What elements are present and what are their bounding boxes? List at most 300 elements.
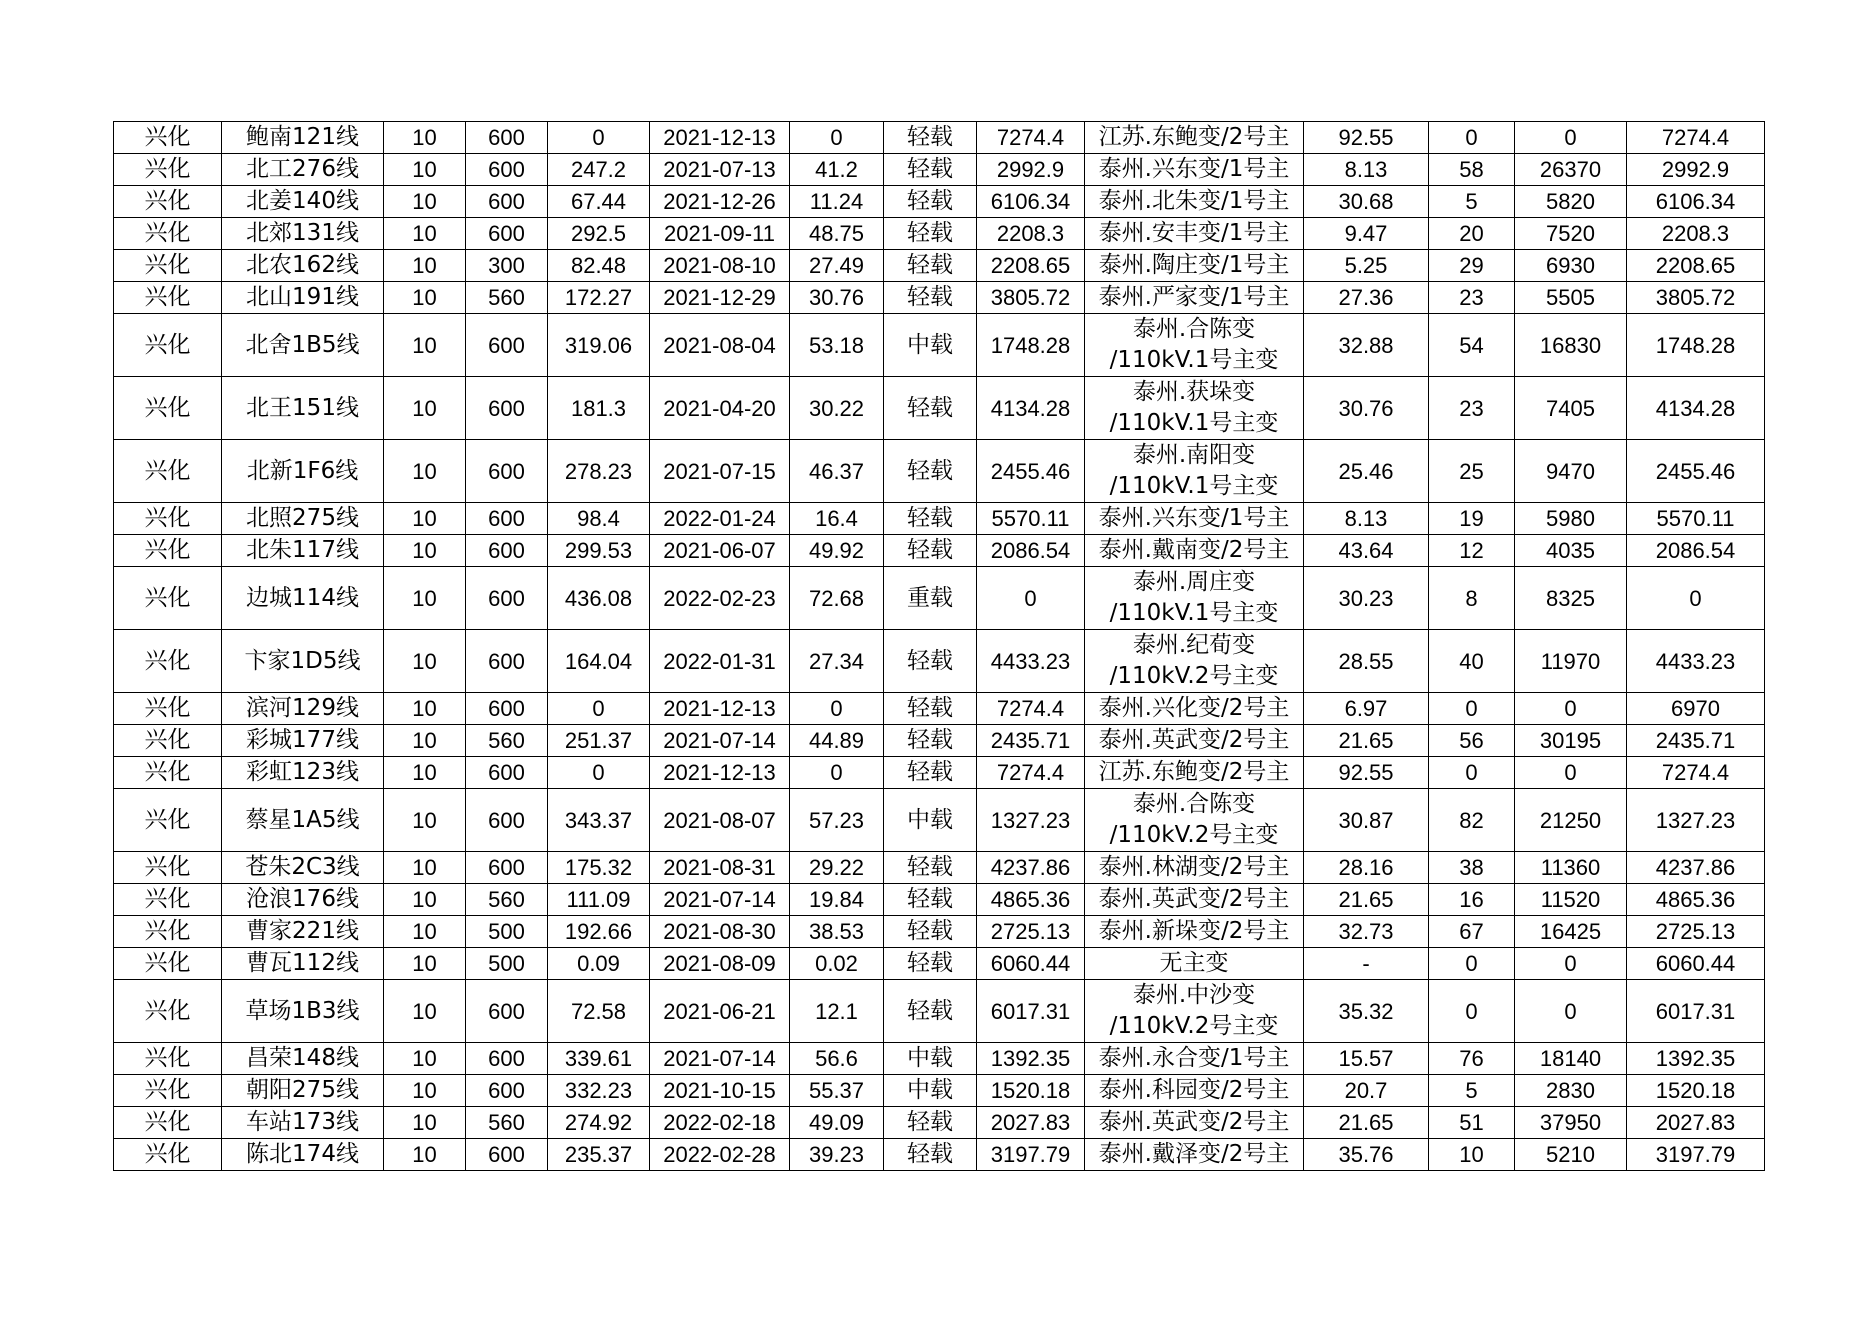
available-capacity-cell: 2086.54 [977,535,1085,567]
remaining-capacity-cell: 1748.28 [1627,314,1765,377]
region-cell: 兴化 [114,852,222,884]
line-name-cell: 彩虹123线 [222,757,384,789]
region-cell: 兴化 [114,154,222,186]
remaining-capacity-cell: 0 [1627,567,1765,630]
substation-load-rate-cell: 21.65 [1304,1107,1429,1139]
user-capacity-cell: 7405 [1515,377,1627,440]
substation-cell: 泰州.兴东变/1号主 [1085,154,1304,186]
capacity-cell: 600 [466,1075,548,1107]
count-cell: 5 [1429,186,1515,218]
date-cell: 2021-08-10 [650,250,790,282]
load-status-cell: 轻载 [884,725,977,757]
voltage-cell: 10 [384,218,466,250]
substation-cell [1085,630,1304,693]
user-capacity-cell: 11520 [1515,884,1627,916]
load-rate-cell: 12.1 [790,980,884,1043]
load-status-cell: 轻载 [884,282,977,314]
load-status-cell: 轻载 [884,852,977,884]
available-capacity-cell: 2208.65 [977,250,1085,282]
table-row [114,1139,1765,1171]
date-cell: 2022-02-18 [650,1107,790,1139]
voltage-cell: 10 [384,250,466,282]
capacity-cell: 560 [466,725,548,757]
region-cell: 兴化 [114,884,222,916]
date-cell: 2021-08-07 [650,789,790,852]
load-value-cell: 274.92 [548,1107,650,1139]
substation-cell: 泰州.戴泽变/2号主 [1085,1139,1304,1171]
date-cell: 2021-09-11 [650,218,790,250]
region-cell: 兴化 [114,377,222,440]
region-cell: 兴化 [114,1043,222,1075]
table-body [114,122,1765,1171]
load-rate-cell: 29.22 [790,852,884,884]
line-load-table [113,121,1765,1171]
table-row [114,314,1765,377]
substation-cell: 泰州.英武变/2号主 [1085,1107,1304,1139]
region-cell: 兴化 [114,186,222,218]
count-cell: 29 [1429,250,1515,282]
capacity-cell: 560 [466,282,548,314]
available-capacity-cell: 6060.44 [977,948,1085,980]
count-cell: 54 [1429,314,1515,377]
count-cell: 10 [1429,1139,1515,1171]
remaining-capacity-cell: 6017.31 [1627,980,1765,1043]
line-name-cell: 北山191线 [222,282,384,314]
load-rate-cell: 0 [790,693,884,725]
capacity-cell: 600 [466,218,548,250]
substation-load-rate-cell: 28.55 [1304,630,1429,693]
available-capacity-cell: 3197.79 [977,1139,1085,1171]
substation-cell: 泰州.英武变/2号主 [1085,725,1304,757]
substation-load-rate-cell: 32.88 [1304,314,1429,377]
line-name-cell: 苍朱2C3线 [222,852,384,884]
voltage-cell: 10 [384,1107,466,1139]
capacity-cell: 600 [466,1139,548,1171]
load-rate-cell: 0 [790,757,884,789]
capacity-cell: 600 [466,630,548,693]
remaining-capacity-cell: 4237.86 [1627,852,1765,884]
date-cell: 2021-08-09 [650,948,790,980]
capacity-cell: 600 [466,154,548,186]
load-value-cell: 332.23 [548,1075,650,1107]
load-status-cell: 轻载 [884,693,977,725]
table-row [114,440,1765,503]
voltage-cell: 10 [384,314,466,377]
load-value-cell: 67.44 [548,186,650,218]
user-capacity-cell: 5820 [1515,186,1627,218]
region-cell: 兴化 [114,1075,222,1107]
voltage-cell: 10 [384,916,466,948]
line-name-cell: 北新1F6线 [222,440,384,503]
load-value-cell: 278.23 [548,440,650,503]
user-capacity-cell: 16830 [1515,314,1627,377]
substation-load-rate-cell: - [1304,948,1429,980]
capacity-cell: 600 [466,186,548,218]
user-capacity-cell: 4035 [1515,535,1627,567]
voltage-cell: 10 [384,154,466,186]
load-rate-cell: 57.23 [790,789,884,852]
line-name-cell: 草场1B3线 [222,980,384,1043]
voltage-cell: 10 [384,122,466,154]
voltage-cell: 10 [384,535,466,567]
load-status-cell: 轻载 [884,1107,977,1139]
count-cell: 38 [1429,852,1515,884]
load-value-cell: 319.06 [548,314,650,377]
load-value-cell: 235.37 [548,1139,650,1171]
available-capacity-cell: 1392.35 [977,1043,1085,1075]
date-cell: 2021-07-14 [650,1043,790,1075]
table-row [114,282,1765,314]
remaining-capacity-cell: 1327.23 [1627,789,1765,852]
load-status-cell: 轻载 [884,916,977,948]
region-cell: 兴化 [114,980,222,1043]
load-status-cell: 中载 [884,789,977,852]
capacity-cell: 600 [466,377,548,440]
substation-cell: 泰州.陶庄变/1号主 [1085,250,1304,282]
line-name-cell: 曹瓦112线 [222,948,384,980]
capacity-cell: 560 [466,1107,548,1139]
line-name-cell: 曹家221线 [222,916,384,948]
line-name-cell: 陈北174线 [222,1139,384,1171]
count-cell: 0 [1429,693,1515,725]
count-cell: 51 [1429,1107,1515,1139]
user-capacity-cell: 5210 [1515,1139,1627,1171]
remaining-capacity-cell: 2992.9 [1627,154,1765,186]
voltage-cell: 10 [384,789,466,852]
load-value-cell: 436.08 [548,567,650,630]
substation-cell: 泰州.林湖变/2号主 [1085,852,1304,884]
load-value-cell: 0 [548,693,650,725]
substation-load-rate-cell: 32.73 [1304,916,1429,948]
available-capacity-cell: 4865.36 [977,884,1085,916]
substation-cell [1085,314,1304,377]
capacity-cell: 600 [466,693,548,725]
load-rate-cell: 0 [790,122,884,154]
date-cell: 2021-07-13 [650,154,790,186]
substation-load-rate-cell: 21.65 [1304,884,1429,916]
load-rate-cell: 30.22 [790,377,884,440]
substation-transformer: /110kV.1号主变 [1109,347,1279,373]
available-capacity-cell: 2455.46 [977,440,1085,503]
capacity-cell: 600 [466,503,548,535]
substation-load-rate-cell: 35.76 [1304,1139,1429,1171]
load-status-cell: 轻载 [884,757,977,789]
table-row [114,250,1765,282]
load-rate-cell: 11.24 [790,186,884,218]
substation-cell: 泰州.英武变/2号主 [1085,884,1304,916]
date-cell: 2021-12-26 [650,186,790,218]
substation-cell: 泰州.北朱变/1号主 [1085,186,1304,218]
user-capacity-cell: 30195 [1515,725,1627,757]
count-cell: 58 [1429,154,1515,186]
table-row [114,1043,1765,1075]
date-cell: 2021-04-20 [650,377,790,440]
user-capacity-cell: 16425 [1515,916,1627,948]
date-cell: 2021-07-15 [650,440,790,503]
line-name-cell: 北郊131线 [222,218,384,250]
load-value-cell: 98.4 [548,503,650,535]
table-row [114,1075,1765,1107]
voltage-cell: 10 [384,186,466,218]
table-row [114,980,1765,1043]
line-name-cell: 北照275线 [222,503,384,535]
available-capacity-cell: 2725.13 [977,916,1085,948]
load-value-cell: 343.37 [548,789,650,852]
count-cell: 40 [1429,630,1515,693]
user-capacity-cell: 18140 [1515,1043,1627,1075]
line-name-cell: 鲍南121线 [222,122,384,154]
substation-name: 泰州.周庄变 [1132,569,1256,595]
load-value-cell: 175.32 [548,852,650,884]
available-capacity-cell: 3805.72 [977,282,1085,314]
remaining-capacity-cell: 2208.65 [1627,250,1765,282]
substation-load-rate-cell: 92.55 [1304,122,1429,154]
remaining-capacity-cell: 2725.13 [1627,916,1765,948]
line-name-cell: 北舍1B5线 [222,314,384,377]
capacity-cell: 500 [466,948,548,980]
capacity-cell: 600 [466,980,548,1043]
substation-cell: 无主变 [1085,948,1304,980]
user-capacity-cell: 9470 [1515,440,1627,503]
capacity-cell: 600 [466,314,548,377]
date-cell: 2021-07-14 [650,884,790,916]
count-cell: 76 [1429,1043,1515,1075]
substation-cell: 泰州.新垛变/2号主 [1085,916,1304,948]
available-capacity-cell: 2208.3 [977,218,1085,250]
date-cell: 2022-02-23 [650,567,790,630]
capacity-cell: 600 [466,852,548,884]
substation-name: 泰州.获垛变 [1132,379,1256,405]
date-cell: 2022-01-31 [650,630,790,693]
available-capacity-cell: 7274.4 [977,122,1085,154]
region-cell: 兴化 [114,282,222,314]
count-cell: 67 [1429,916,1515,948]
line-name-cell: 彩城177线 [222,725,384,757]
line-name-cell: 北姜140线 [222,186,384,218]
region-cell: 兴化 [114,503,222,535]
load-rate-cell: 46.37 [790,440,884,503]
count-cell: 19 [1429,503,1515,535]
date-cell: 2021-06-21 [650,980,790,1043]
date-cell: 2022-01-24 [650,503,790,535]
count-cell: 0 [1429,757,1515,789]
date-cell: 2021-10-15 [650,1075,790,1107]
user-capacity-cell: 5980 [1515,503,1627,535]
table-row [114,693,1765,725]
line-name-cell: 北工276线 [222,154,384,186]
date-cell: 2022-02-28 [650,1139,790,1171]
load-rate-cell: 56.6 [790,1043,884,1075]
table-row [114,122,1765,154]
substation-cell: 江苏.东鲍变/2号主 [1085,757,1304,789]
table-row [114,757,1765,789]
user-capacity-cell: 11970 [1515,630,1627,693]
region-cell: 兴化 [114,218,222,250]
load-status-cell: 轻载 [884,980,977,1043]
substation-load-rate-cell: 92.55 [1304,757,1429,789]
load-status-cell: 中载 [884,1043,977,1075]
load-rate-cell: 41.2 [790,154,884,186]
voltage-cell: 10 [384,1075,466,1107]
load-value-cell: 0 [548,122,650,154]
table-row [114,852,1765,884]
substation-cell [1085,789,1304,852]
remaining-capacity-cell: 2027.83 [1627,1107,1765,1139]
table-row [114,725,1765,757]
load-rate-cell: 49.92 [790,535,884,567]
remaining-capacity-cell: 4433.23 [1627,630,1765,693]
region-cell: 兴化 [114,1107,222,1139]
load-value-cell: 72.58 [548,980,650,1043]
capacity-cell: 600 [466,440,548,503]
table-row [114,1107,1765,1139]
region-cell: 兴化 [114,948,222,980]
substation-cell [1085,377,1304,440]
remaining-capacity-cell: 6060.44 [1627,948,1765,980]
table-row [114,186,1765,218]
voltage-cell: 10 [384,282,466,314]
line-name-cell: 边城114线 [222,567,384,630]
remaining-capacity-cell: 6970 [1627,693,1765,725]
load-status-cell: 轻载 [884,377,977,440]
load-status-cell: 轻载 [884,630,977,693]
available-capacity-cell: 6106.34 [977,186,1085,218]
remaining-capacity-cell: 5570.11 [1627,503,1765,535]
region-cell: 兴化 [114,916,222,948]
voltage-cell: 10 [384,980,466,1043]
line-name-cell: 滨河129线 [222,693,384,725]
load-status-cell: 轻载 [884,1139,977,1171]
user-capacity-cell: 5505 [1515,282,1627,314]
remaining-capacity-cell: 1392.35 [1627,1043,1765,1075]
capacity-cell: 300 [466,250,548,282]
remaining-capacity-cell: 3197.79 [1627,1139,1765,1171]
capacity-cell: 600 [466,789,548,852]
line-name-cell: 沧浪176线 [222,884,384,916]
count-cell: 0 [1429,980,1515,1043]
capacity-cell: 600 [466,757,548,789]
table-row [114,503,1765,535]
count-cell: 0 [1429,122,1515,154]
available-capacity-cell: 2992.9 [977,154,1085,186]
capacity-cell: 600 [466,1043,548,1075]
date-cell: 2021-12-13 [650,122,790,154]
line-name-cell: 卞家1D5线 [222,630,384,693]
substation-load-rate-cell: 30.87 [1304,789,1429,852]
line-name-cell: 朝阳275线 [222,1075,384,1107]
load-rate-cell: 30.76 [790,282,884,314]
available-capacity-cell: 5570.11 [977,503,1085,535]
region-cell: 兴化 [114,314,222,377]
load-status-cell: 轻载 [884,218,977,250]
remaining-capacity-cell: 7274.4 [1627,757,1765,789]
remaining-capacity-cell: 2435.71 [1627,725,1765,757]
region-cell: 兴化 [114,567,222,630]
available-capacity-cell: 0 [977,567,1085,630]
region-cell: 兴化 [114,789,222,852]
load-status-cell: 轻载 [884,250,977,282]
load-value-cell: 192.66 [548,916,650,948]
voltage-cell: 10 [384,567,466,630]
load-value-cell: 181.3 [548,377,650,440]
date-cell: 2021-08-31 [650,852,790,884]
load-status-cell: 轻载 [884,535,977,567]
load-status-cell: 轻载 [884,948,977,980]
count-cell: 25 [1429,440,1515,503]
count-cell: 20 [1429,218,1515,250]
user-capacity-cell: 21250 [1515,789,1627,852]
available-capacity-cell: 2027.83 [977,1107,1085,1139]
load-rate-cell: 53.18 [790,314,884,377]
load-rate-cell: 16.4 [790,503,884,535]
table-row [114,567,1765,630]
voltage-cell: 10 [384,440,466,503]
capacity-cell: 560 [466,884,548,916]
available-capacity-cell: 1327.23 [977,789,1085,852]
available-capacity-cell: 6017.31 [977,980,1085,1043]
remaining-capacity-cell: 7274.4 [1627,122,1765,154]
date-cell: 2021-12-29 [650,282,790,314]
count-cell: 82 [1429,789,1515,852]
substation-cell [1085,980,1304,1043]
remaining-capacity-cell: 4865.36 [1627,884,1765,916]
substation-cell: 泰州.严家变/1号主 [1085,282,1304,314]
voltage-cell: 10 [384,852,466,884]
voltage-cell: 10 [384,725,466,757]
table-row [114,535,1765,567]
date-cell: 2021-08-30 [650,916,790,948]
substation-load-rate-cell: 21.65 [1304,725,1429,757]
line-name-cell: 北朱117线 [222,535,384,567]
table-row [114,154,1765,186]
remaining-capacity-cell: 2086.54 [1627,535,1765,567]
remaining-capacity-cell: 3805.72 [1627,282,1765,314]
date-cell: 2021-08-04 [650,314,790,377]
count-cell: 23 [1429,377,1515,440]
region-cell: 兴化 [114,725,222,757]
substation-name: 泰州.纪荀变 [1132,632,1256,658]
available-capacity-cell: 4433.23 [977,630,1085,693]
user-capacity-cell: 0 [1515,757,1627,789]
available-capacity-cell: 7274.4 [977,757,1085,789]
substation-load-rate-cell: 8.13 [1304,503,1429,535]
capacity-cell: 600 [466,122,548,154]
line-name-cell: 北农162线 [222,250,384,282]
remaining-capacity-cell: 2208.3 [1627,218,1765,250]
line-name-cell: 蔡星1A5线 [222,789,384,852]
load-value-cell: 292.5 [548,218,650,250]
user-capacity-cell: 0 [1515,693,1627,725]
voltage-cell: 10 [384,693,466,725]
remaining-capacity-cell: 6106.34 [1627,186,1765,218]
load-rate-cell: 44.89 [790,725,884,757]
substation-transformer: /110kV.1号主变 [1109,410,1279,436]
available-capacity-cell: 1520.18 [977,1075,1085,1107]
capacity-cell: 500 [466,916,548,948]
load-value-cell: 247.2 [548,154,650,186]
count-cell: 8 [1429,567,1515,630]
substation-cell: 泰州.安丰变/1号主 [1085,218,1304,250]
substation-load-rate-cell: 20.7 [1304,1075,1429,1107]
substation-transformer: /110kV.1号主变 [1109,473,1279,499]
count-cell: 0 [1429,948,1515,980]
table-row [114,789,1765,852]
available-capacity-cell: 4237.86 [977,852,1085,884]
user-capacity-cell: 0 [1515,980,1627,1043]
user-capacity-cell: 6930 [1515,250,1627,282]
capacity-cell: 600 [466,567,548,630]
substation-name: 泰州.中沙变 [1132,982,1256,1008]
